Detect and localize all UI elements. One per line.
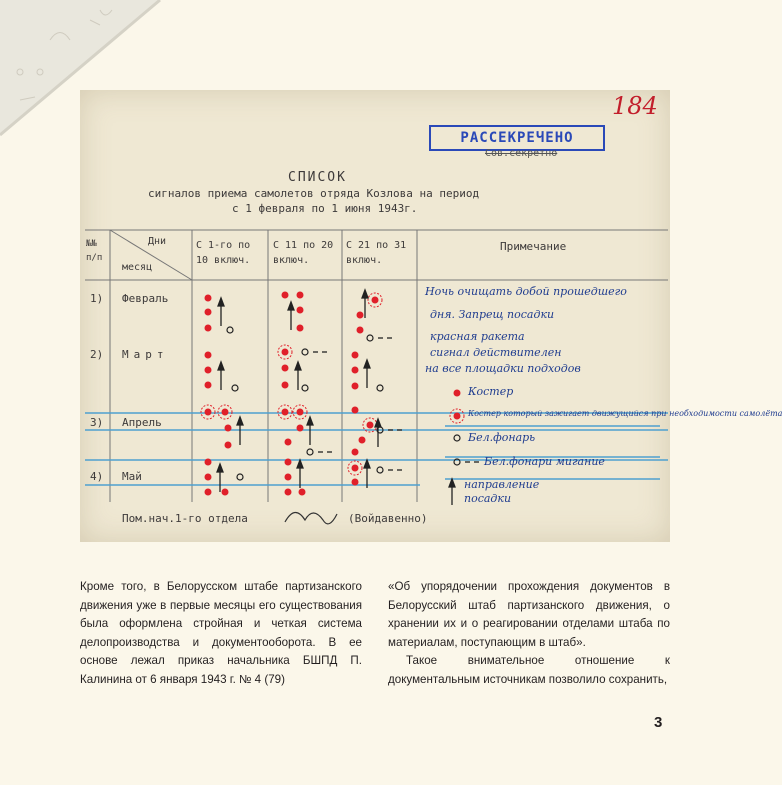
table-header-period-1: С 1-го по 10 включ. (196, 240, 251, 266)
row-num: 3) (90, 416, 104, 429)
table-header-days: Дни (148, 236, 167, 247)
document-title: СПИСОК (288, 170, 347, 185)
note-line: сигнал действителен (430, 346, 562, 359)
legend-label: направление посадки (464, 478, 540, 505)
document-subtitle-line1: сигналов приема самолетов отряда Козлова на период (148, 187, 480, 200)
note-line: Ночь очищать добой прошедшего (425, 285, 627, 298)
table-header-period-3: С 21 по 31 включ. (346, 240, 407, 266)
body-paragraph: Такое внимательное отношение к документальным источникам позволило сохранить, (388, 654, 670, 686)
note-line: на все площадки подходов (425, 362, 581, 375)
declassified-stamp: РАССЕКРЕЧЕНО (429, 125, 605, 151)
row-num: 4) (90, 470, 104, 483)
handwritten-page-number: 184 (612, 92, 658, 120)
row-month: Февраль (122, 292, 169, 305)
legend-label: Костер который зажигает движущийся при необходимости самолёта (468, 409, 782, 418)
signature-label: Пом.нач.1-го отдела (122, 512, 248, 525)
row-month: Апрель (122, 416, 162, 429)
signature-name: (Войдавенно) (348, 512, 428, 525)
legend-label: Бел.фонарь (468, 431, 536, 444)
page-number: 3 (654, 714, 663, 731)
body-paragraph: Кроме того, в Белорусском штабе партизанского движения уже в первые месяцы его существования была оформлена стройная и четкая система делопроизводства и документооборота. В ее основе лежал приказ начальника БШПД П. Калинина от 6 января 1943 г. № 4 (79) (80, 580, 362, 686)
body-left-column (80, 578, 362, 690)
table-header-note: Примечание (500, 240, 567, 253)
body-paragraph: «Об упорядочении прохождения документов в Белорусский штаб партизанского движения, о хранении их и о реагировании отделами штаба по материалам, поступающим в штаб». (388, 580, 670, 649)
document-subtitle-line2: с 1 февраля по 1 июня 1943г. (232, 202, 418, 215)
stamp-strikethrough: Сов.секретно (485, 148, 558, 159)
signal-table-grid (80, 90, 670, 542)
note-line: дня. Запрещ посадки (430, 308, 555, 321)
row-month: Май (122, 470, 142, 483)
row-month: Март (122, 348, 169, 361)
table-header-num: №№ п/п (86, 239, 103, 263)
legend-label: Бел.фонари мигание (484, 455, 605, 468)
legend-label: Костер (468, 385, 514, 398)
archival-document-photo (80, 90, 782, 542)
signal-dots (205, 292, 461, 496)
body-right-column (388, 578, 670, 690)
row-num: 1) (90, 292, 104, 305)
row-num: 2) (90, 348, 104, 361)
table-header-month: месяц (122, 262, 153, 273)
note-line: красная ракета (430, 330, 525, 343)
table-header-period-2: С 11 по 20 включ. (273, 240, 334, 266)
